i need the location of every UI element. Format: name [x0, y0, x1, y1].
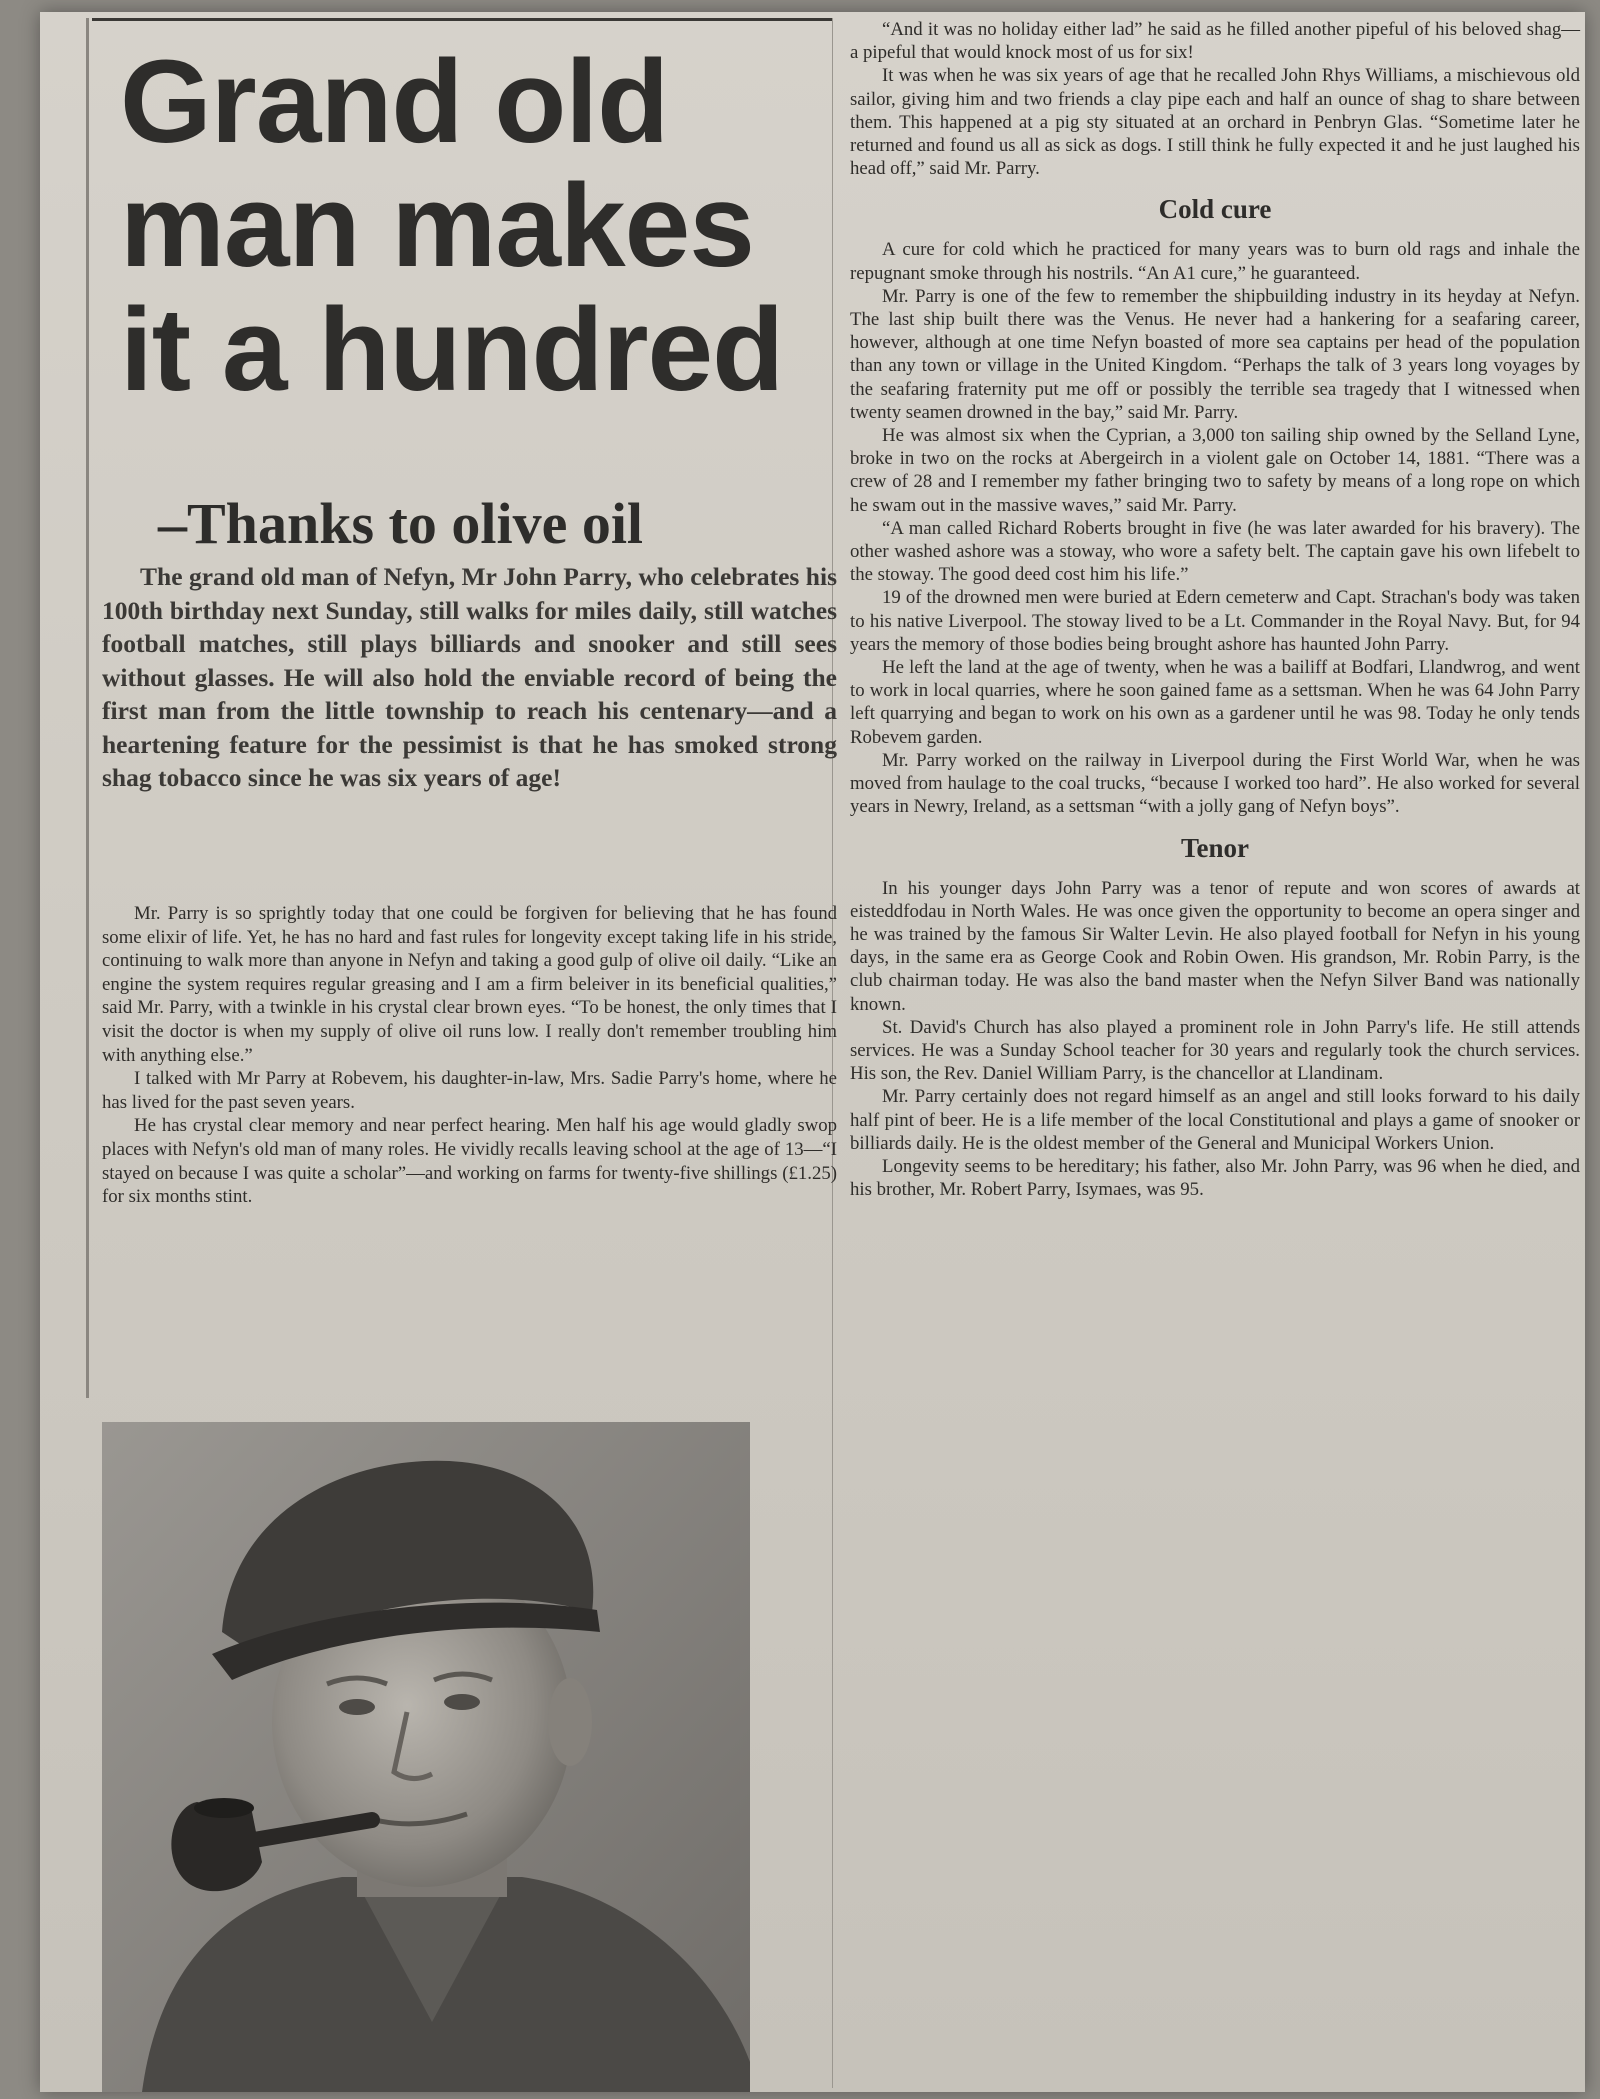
right-column — [840, 12, 1585, 2092]
article-paragraph: A cure for cold which he practiced for many years was to burn old rags and inhale the repugnant smoke through his nostrils. “An A1 cure,” he guaranteed. — [850, 239, 1580, 284]
newspaper-clipping — [40, 12, 1585, 2092]
article-paragraph: He left the land at the age of twenty, when he was a bailiff at Bodfari, Llandwrog, and went to work in local quarries, where he soon gained fame as a settsman. When he was 64 John Parry left quarrying and began to work on his own as a gardener until he was 98. Today he only tends Robevem garden. — [850, 657, 1580, 748]
article-paragraph: He was almost six when the Cyprian, a 3,000 ton sailing ship owned by the Selland Lyne, broke in two on the rocks at Abergeirch in a violent gale on October 14, 1881. “There was a crew of 28 and I remember my father bringing two to safety by means of a long rope on which he swam out in the massive waves,” said Mr. Parry. — [850, 425, 1580, 516]
headline-line: it a hundred — [120, 284, 784, 416]
article-paragraph: St. David's Church has also played a prominent role in John Parry's life. He still attends services. He was a Sunday School teacher for 30 years and regularly took the church services. His son, the Rev. Daniel William Parry, is the chancellor at Llandinam. — [850, 1016, 1580, 1085]
headline — [120, 36, 850, 416]
portrait-photo — [102, 1422, 750, 2092]
article-paragraph: Mr. Parry worked on the railway in Liverpool during the First World War, when he was moved from haulage to the coal trucks, “because I worked too hard”. He also worked for several years in Newry, Ireland, as a settsman “with a jolly gang of Nefyn boys”. — [850, 749, 1580, 818]
left-body-text — [102, 902, 837, 1209]
left-column — [80, 12, 837, 2092]
headline-line: Grand old — [120, 36, 669, 168]
intro-paragraph: The grand old man of Nefyn, Mr John Parry, who celebrates his 100th birthday next Sunday, still walks for miles daily, still watches football matches, still plays billiards and snooker and still sees without glasses. He will also hold the enviable record of being the first man from the little township to reach his centenary—and a heartening feature for the pessimist is that he has smoked strong shag tobacco since he was six years of age! — [102, 562, 837, 792]
portrait-image — [102, 1422, 750, 2092]
right-body-text — [850, 18, 1580, 1201]
article-paragraph: “And it was no holiday either lad” he said as he filled another pipeful of his beloved shag—a pipeful that would knock most of us for six! — [850, 19, 1580, 64]
subheadline: –Thanks to olive oil — [158, 491, 644, 556]
article-paragraph: Mr. Parry is so sprightly today that one could be forgiven for believing that he has found some elixir of life. Yet, he has no hard and fast rules for longevity except taking life in his stride, continuing to walk more than anyone in Nefyn and taking a good gulp of olive oil daily. “Like an engine the system requires regular greasing and I am a firm beleiver in its beneficial qualities,” said Mr. Parry, with a twinkle in his crystal clear brown eyes. “To be honest, the only times that I visit the doctor is when my supply of olive oil runs low. I really don't remember troubling him with anything else.” — [102, 903, 837, 1066]
article-paragraph: Mr. Parry is one of the few to remember the shipbuilding industry in its heyday at Nefyn. The last ship built there was the Venus. He never had a hankering for a seafaring career, however, although at one time Nefyn boasted of more sea captains per head of the population than any town or village in the United Kingdom. “Perhaps the talk of 3 years long voyages by the seafaring fraternity put me off or possibly the terrible sea tragedy that I witnessed when twenty seamen drowned in the bay,” said Mr. Parry. — [850, 285, 1580, 423]
article-paragraph: In his younger days John Parry was a tenor of repute and won scores of awards at eisteddfodau in North Wales. He was once given the opportunity to become an opera singer and he was trained by the famous Sir Walter Levin. He also played football for Nefyn in his young days, in the same era as George Cook and Robin Owen. His grandson, Mr. Robin Parry, is the club chairman today. He was also the band master when the Nefyn Silver Band was nationally known. — [850, 877, 1580, 1015]
section-heading-tenor: Tenor — [1180, 832, 1249, 863]
article-paragraph: It was when he was six years of age that he recalled John Rhys Williams, a mischievous old sailor, giving him and two friends a clay pipe each and half an ounce of shag to share between them. This happened at a pig sty situated at an orchard in Penbryn Glas. “Sometime later he returned and found us all as sick as dogs. I still think he fully expected it and he just laughed his head off,” said Mr. Parry. — [850, 65, 1580, 180]
headline-line: man makes — [120, 160, 754, 292]
article-paragraph: 19 of the drowned men were buried at Edern cemeterw and Capt. Strachan's body was taken to his native Liverpool. The stoway lived to be a Lt. Commander in the Royal Navy. But, for 94 years the memory of those bodies being brought ashore has haunted John Parry. — [850, 587, 1580, 655]
section-heading-cold-cure: Cold cure — [1158, 194, 1272, 225]
article-paragraph: He has crystal clear memory and near perfect hearing. Men half his age would gladly swop places with Nefyn's old man of many roles. He vividly recalls leaving school at the age of 13—“I stayed on because I was quite a scholar”—and working on farms for twenty-five shillings (£1.25) for six months stint. — [102, 1115, 837, 1208]
article-paragraph: “A man called Richard Roberts brought in five (he was later awarded for his bravery). The other washed ashore was a stoway, who wore a safety belt. The captain gave his own lifebelt to the stoway. The good deed cost him his life.” — [850, 517, 1580, 586]
article-paragraph: I talked with Mr Parry at Robevem, his daughter-in-law, Mrs. Sadie Parry's home, where he has lived for the past seven years. — [102, 1068, 837, 1113]
article-paragraph: Mr. Parry certainly does not regard himself as an angel and still looks forward to his daily half pint of beer. He is a life member of the local Constitutional and plays a game of snooker or billiards daily. He is the oldest member of the General and Municipal Workers Union. — [850, 1086, 1580, 1154]
article-paragraph: Longevity seems to be hereditary; his father, also Mr. John Parry, was 96 when he died, and his brother, Mr. Robert Parry, Isymaes, was 95. — [850, 1155, 1580, 1201]
